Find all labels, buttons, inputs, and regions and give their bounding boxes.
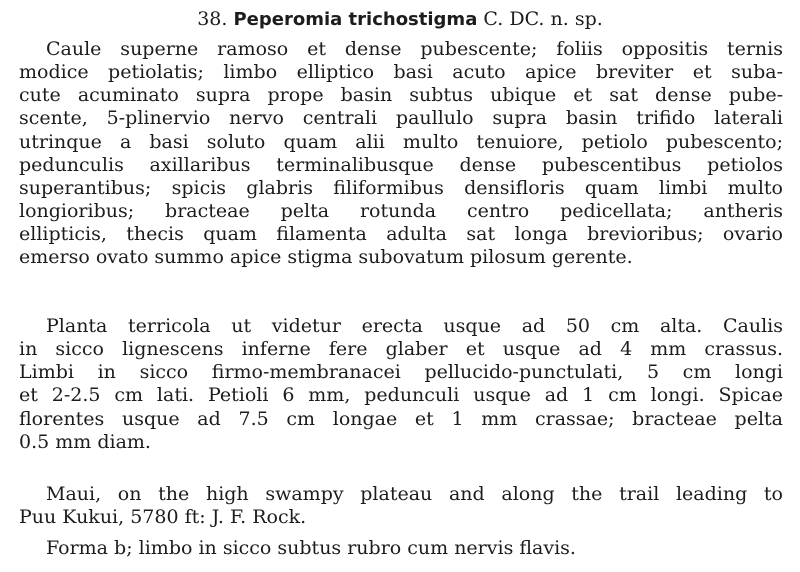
text-line: pedunculis axillaribus terminalibusque dense pubescentibus petiolos xyxy=(19,153,783,176)
species-name: Peperomia trichostigma xyxy=(233,9,478,30)
species-number: 38. xyxy=(197,8,228,30)
text-line: modice petiolatis; limbo elliptico basi acuto apice breviter et suba- xyxy=(19,61,783,84)
text-line: longioribus; bracteae pelta rotunda centro pedicellata; antheris xyxy=(19,199,783,222)
text-line: Limbi in sicco firmo-membranacei pellucido-punctulati, 5 cm longi xyxy=(19,361,783,384)
text-line: Planta terricola ut videtur erecta usque ad 50 cm alta. Caulis xyxy=(46,315,783,337)
text-line: in sicco lignescens inferne fere glaber et usque ad 4 mm crassus. xyxy=(19,338,783,361)
text-line: utrinque a basi soluto quam alii multo tenuiore, petiolo pubescento; xyxy=(19,130,783,153)
species-authority: C. DC. n. sp. xyxy=(483,8,603,30)
text-line: Forma b; limbo in sicco subtus rubro cum nervis flavis. xyxy=(46,537,576,559)
text-line: et 2-2.5 cm lati. Petioli 6 mm, pedunculi usque ad 1 cm longi. Spicae xyxy=(19,384,783,407)
text-line: ellipticis, thecis quam filamenta adulta sat longa brevioribus; ovario xyxy=(19,223,783,246)
text-line: superantibus; spicis glabris filiformibus densifloris quam limbi multo xyxy=(19,176,783,199)
text-line: Puu Kukui, 5780 ft: J. F. Rock. xyxy=(19,506,307,529)
locality-paragraph xyxy=(0,483,800,529)
text-line: scente, 5-plinervio nervo centrali paullulo supra basin trifido laterali xyxy=(19,107,783,130)
forma-paragraph xyxy=(0,537,800,560)
text-line: Maui, on the high swampy plateau and along the trail leading to xyxy=(46,483,783,505)
text-line: Caule superne ramoso et dense pubescente; foliis oppositis ternis xyxy=(46,38,783,60)
description-paragraph xyxy=(0,38,800,269)
text-line: florentes usque ad 7.5 cm longae et 1 mm crassae; bracteae pelta xyxy=(19,407,783,430)
text-line: emerso ovato summo apice stigma subovatum pilosum gerente. xyxy=(19,246,633,269)
species-heading xyxy=(0,6,800,33)
habit-paragraph xyxy=(0,315,800,454)
text-line: 0.5 mm diam. xyxy=(19,430,151,453)
text-line: cute acuminato supra prope basin subtus ubique et sat dense pube- xyxy=(19,84,783,107)
